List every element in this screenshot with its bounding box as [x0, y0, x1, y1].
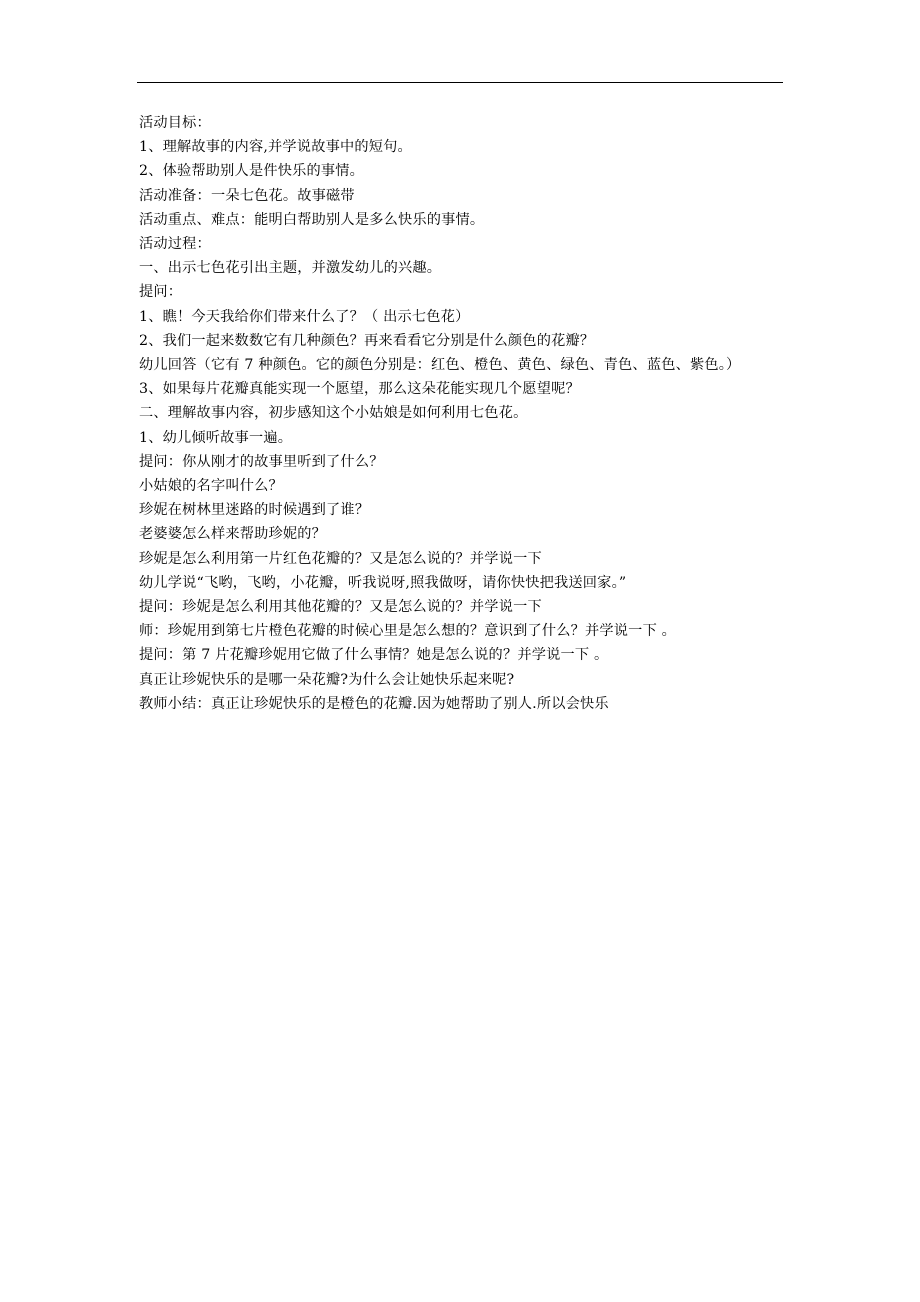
section-heading-goals: 活动目标： [139, 115, 211, 131]
question-line: 提问：你从刚才的故事里听到了什么？ [139, 453, 384, 470]
question-line: 提问：珍妮是怎么利用其他花瓣的？又是怎么说的？并学说一下 [139, 599, 542, 616]
question-item-3: 3、如果每片花瓣真能实现一个愿望，那么这朵花能实现几个愿望呢？ [139, 381, 580, 398]
step-2-heading: 二、理解故事内容，初步感知这个小姑娘是如何利用七色花。 [139, 405, 528, 422]
key-points-line: 活动重点、难点：能明白帮助别人是多么快乐的事情。 [139, 211, 485, 228]
question-line: 珍妮在树林里迷路的时候遇到了谁？ [139, 502, 370, 519]
question-line: 老婆婆怎么样来帮助珍妮的？ [139, 526, 327, 543]
section-heading-process: 活动过程： [139, 236, 211, 253]
question-label: 提问： [139, 284, 183, 301]
teacher-summary: 教师小结：真正让珍妮快乐的是橙色的花瓣.因为她帮助了别人.所以会快乐 [139, 695, 609, 712]
header-rule [137, 82, 783, 83]
teacher-question-line: 师：珍妮用到第七片橙色花瓣的时候心里是怎么想的？意识到了什么？并学说一下 。 [139, 623, 677, 640]
preparation-line: 活动准备：一朵七色花。故事磁带 [139, 187, 355, 204]
question-item-2: 2、我们一起来数数它有几种颜色？再来看看它分别是什么颜色的花瓣？ [139, 332, 595, 349]
goal-item-1: 1、理解故事的内容,并学说故事中的短句。 [139, 139, 412, 156]
document-body [139, 111, 785, 716]
goal-item-2: 2、体验帮助别人是件快乐的事情。 [139, 163, 365, 180]
step-1-heading: 一、出示七色花引出主题，并激发幼儿的兴趣。 [139, 260, 442, 277]
step-2-item-1: 1、幼儿倾听故事一遍。 [139, 429, 293, 446]
question-line: 提问：第 7 片花瓣珍妮用它做了什么事情？她是怎么说的？并学说一下 。 [139, 647, 609, 664]
children-answer: 幼儿回答（它有 7 种颜色。它的颜色分别是：红色、橙色、黄色、绿色、青色、蓝色、紫色。） [139, 357, 741, 374]
question-line: 小姑娘的名字叫什么？ [139, 478, 283, 495]
children-recite-line: 幼儿学说“飞哟，飞哟，小花瓣，听我说呀,照我做呀，请你快快把我送回家。” [139, 574, 627, 591]
question-line: 真正让珍妮快乐的是哪一朵花瓣?为什么会让她快乐起来呢? [139, 671, 515, 688]
question-item-1: 1、瞧！今天我给你们带来什么了？（ 出示七色花） [139, 308, 470, 325]
question-line: 珍妮是怎么利用第一片红色花瓣的？又是怎么说的？并学说一下 [139, 550, 542, 567]
